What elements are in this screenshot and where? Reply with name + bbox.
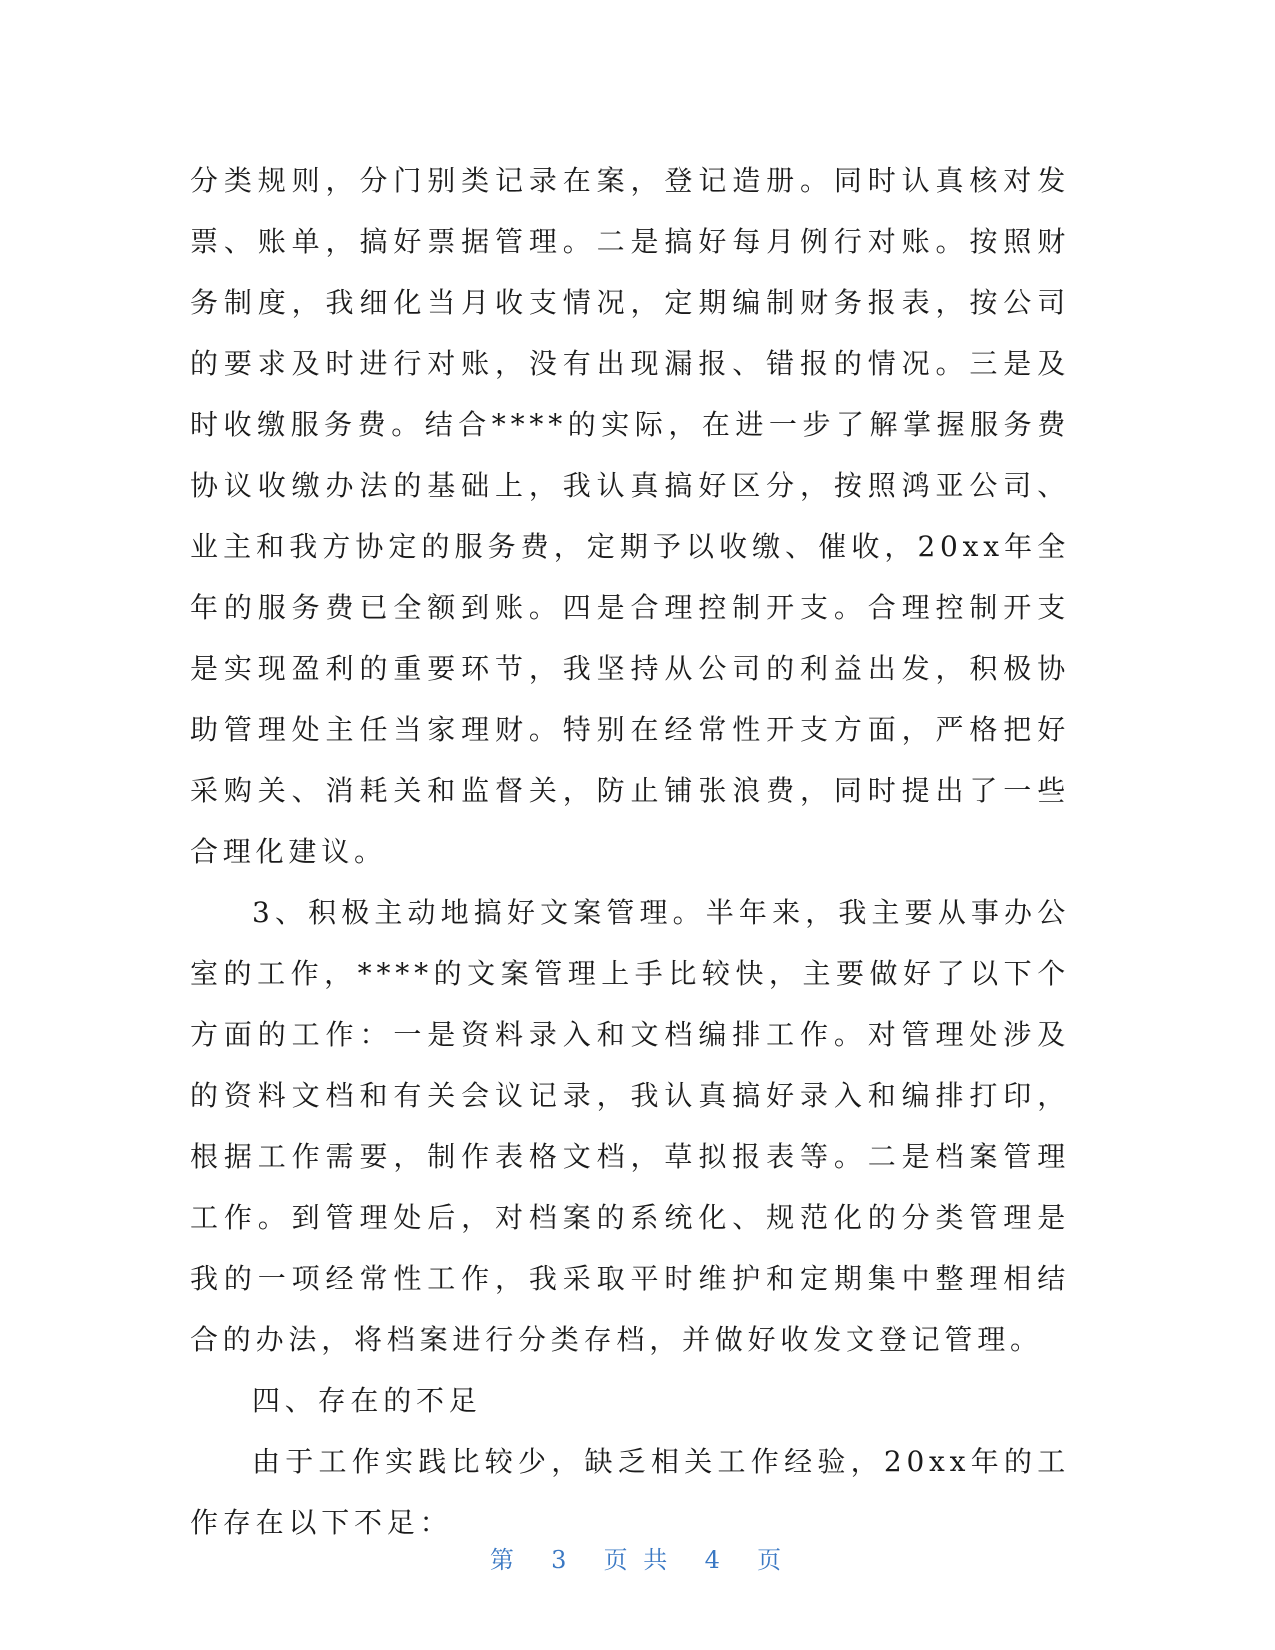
footer-suffix: 页 [757,1546,786,1574]
footer-middle: 页 共 [603,1546,672,1574]
footer-prefix: 第 [489,1546,518,1574]
document-body [190,150,1070,1553]
section-heading-shortcomings: 四、存在的不足 [252,1384,482,1417]
footer-current-page: 3 [551,1546,571,1574]
paragraph-finance-management: 分类规则，分门别类记录在案，登记造册。同时认真核对发票、账单，搞好票据管理。二是搞好每月例行对账。按照财务制度，我细化当月收支情况，定期编制财务报表，按公司的要求及时进行对账，没有出现漏报、错报的情况。三是及时收缴服务费。结合****的实际，在进一步了解掌握服务费协议收缴办法的基础上，我认真搞好区分，按照鸿亚公司、业主和我方协定的服务费，定期予以收缴、催收，20xx年全年的服务费已全额到账。四是合理控制开支。合理控制开支是实现盈利的重要环节，我坚持从公司的利益出发，积极协助管理处主任当家理财。特别在经常性开支方面，严格把好采购关、消耗关和监督关，防止铺张浪费，同时提出了一些合理化建议。 [190,164,1070,868]
page-footer [0,1540,1275,1575]
paragraph-shortcomings-intro: 由于工作实践比较少，缺乏相关工作经验，20xx年的工作存在以下不足： [190,1445,1070,1539]
footer-total-pages: 4 [704,1546,724,1574]
paragraph-document-management: 3、积极主动地搞好文案管理。半年来，我主要从事办公室的工作，****的文案管理上手比较快，主要做好了以下个方面的工作：一是资料录入和文档编排工作。对管理处涉及的资料文档和有关会议记录，我认真搞好录入和编排打印，根据工作需要，制作表格文档，草拟报表等。二是档案管理工作。到管理处后，对档案的系统化、规范化的分类管理是我的一项经常性工作，我采取平时维护和定期集中整理相结合的办法，将档案进行分类存档，并做好收发文登记管理。 [190,896,1070,1356]
